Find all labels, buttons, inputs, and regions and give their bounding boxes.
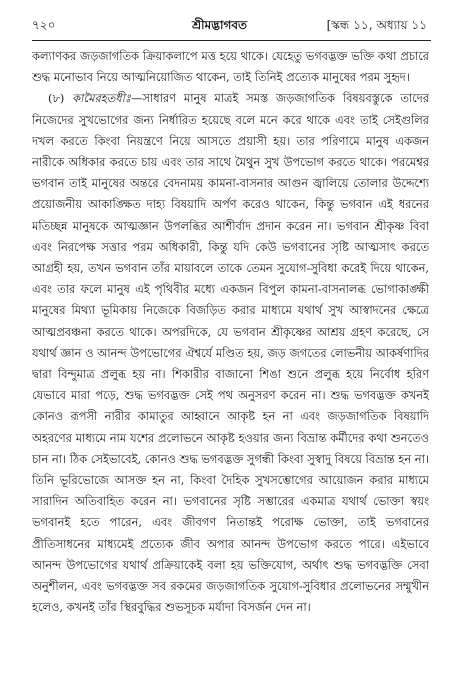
page-body <box>32 46 429 618</box>
header-rule <box>32 40 431 41</box>
paragraph-continued <box>32 46 429 88</box>
page-number: ৭২০ <box>32 18 56 32</box>
section-reference: [স্কন্ধ ১১, অধ্যায় ১১ <box>326 18 427 32</box>
paragraph-text: কল্যাণকর জড়জাগতিক ক্রিয়াকলাপে মত্ত হয়ে থাকে। যেহেতু ভগবদ্ভক্ত ভক্তি কথা প্রচারে শুদ্ধ মনোভাব নিয়ে আত্মনিয়োজিত থাকেন, তাই তিনিই প্রত্যেক মানুষের পরম সুহৃদ। <box>32 49 429 85</box>
sanskrit-term: কামৈরহতধীঃ <box>72 91 131 106</box>
paragraph-point-8 <box>32 88 429 618</box>
book-title: শ্রীমদ্ভাগবত <box>192 18 248 32</box>
page-header <box>32 12 427 38</box>
point-number: (৮) <box>48 91 73 106</box>
paragraph-text: —সাধারণ মানুষ মাত্রই সমস্ত জড়জাগতিক বিষয়বস্তুকে তাদের নিজেদের সুখভোগের জন্য নির্ধারিত হয়েছে বলে মনে করে থাকে এবং তাই সেইগুলির দখল করতে কিংবা নিয়ন্ত্রণে নিয়ে আসতে প্রয়াসী হয়। তার পরিণামে মানুষ একজন নারীকে অধিকার করতে চায় এবং তার সাথে মৈথুন সুখ উপভোগ করতে থাকে। পরমেশ্বর ভগবান তাই মানুষের অন্তরে বেদনাময় কামনা-বাসনার আগুন জ্বালিয়ে তোলার উদ্দেশ্যে প্রয়োজনীয় আকাঙ্ক্ষিত দাহ্য বিষয়াদি অর্পণ করেও থাকেন, কিন্তু ভগবান এই ধরনের মতিচ্ছন্ন মানুষকে আত্মজ্ঞান উপলব্ধির আশীর্বাদ প্রদান করেন না। ভগবান শ্রীকৃষ্ণ বিবা এবং নিরপেক্ষ সত্তার পরম অধিকারী, কিন্তু যদি কেউ ভগবানের সৃষ্টি আত্মসাৎ করতে আগ্রহী হয়, তখন ভগবান তাঁর মায়াবলে তাকে তেমন সুযোগ-সুবিধা করেই দিয়ে থাকেন, এবং তার ফলে মানুষ এই পৃথিবীর মধ্যে একজন বিপুল কামনা-বাসনালব্ধ ভোগাকাঙ্ক্ষী মানুষের মিথ্যা ভূমিকায় নিজেকে বিজড়িত করার মাধ্যমে যথার্থ সুখ আস্বাদনের ক্ষেত্রে আত্মপ্রবঞ্চনা করতে থাকে। অপরদিকে, যে ভগবান শ্রীকৃষ্ণের আশ্রয় গ্রহণ করেছে, সে যথার্থ জ্ঞান ও আনন্দ উপভোগের ঐশ্বর্যে মণ্ডিত হয়, জড় জগতের লোভনীয় আকর্ষণাদির দ্বারা বিন্দুমাত্র প্রলুব্ধ হয় না। শিকারীর বাজানো শিঙা শুনে প্রলুব্ধ হয়ে নির্বোধ হরিণ যেভাবে মারা পড়ে, শুদ্ধ ভগবদ্ভক্ত সেই পথ অনুসরণ করেন না। শুদ্ধ ভগবদ্ভক্ত কখনই কোনও রূপসী নারীর কামাতুর আহ্বানে আকৃষ্ট হন না এবং জড়জাগতিক বিষয়াদি অহরণের মাধ্যমে নাম যশের প্রলোভনে আকৃষ্ট হওয়ার জন্য বিভ্রান্ত কর্মীদের কথা শুনতেও চান না। ঠিক সেইভাবেই, কোনও শুদ্ধ ভগবদ্ভক্ত সুগন্ধী কিংবা সুস্বাদু বিষয়ে বিভ্রান্ত হন না। তিনি ভূরিভোজে আসক্ত হন না, কিংবা দৈহিক সুখসম্ভোগের আয়োজন করার মাধ্যমে সারাদিন অতিবাহিত করেন না। ভগবানের সৃষ্টি সম্ভারের একমাত্র যথার্থ ভোক্তা স্বয়ং ভগবানই হতে পারেন, এবং জীবগণ নিতান্তই পরোক্ষ ভোক্তা, তাই ভগবানের প্রীতিসাধনের মাধ্যমেই প্রত্যেক জীব অপার আনন্দ উপভোগ করতে পারে। এইভাবে আনন্দ উপভোগের যথার্থ প্রক্রিয়াকেই বলা হয় ভক্তিযোগ, অর্থাৎ শুদ্ধ ভগবদ্ভক্তি সেবা অনুশীলন, এবং ভগবদ্ভক্ত সব রকমের জড়জাগতিক সুযোগ-সুবিধার প্রলোভনের সম্মুখীন হলেও, কখনই তাঁর স্থিরবুদ্ধির শুভসূচক মর্যাদা বিসর্জন দেন না। <box>32 91 429 615</box>
